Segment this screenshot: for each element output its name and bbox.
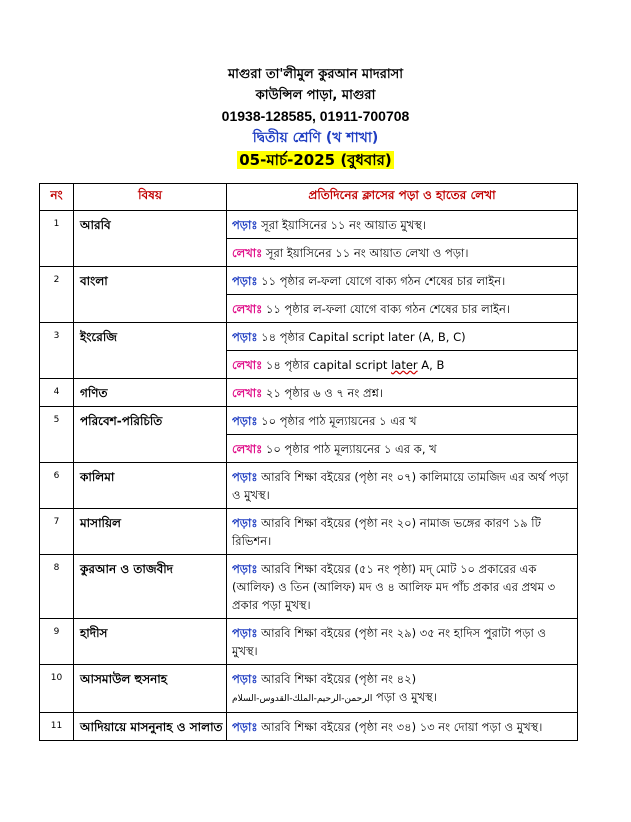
task-text: ১৪ পৃষ্ঠার Capital script later (A, B, C) [261,330,466,344]
table-row [40,211,578,239]
write-label: লেখাঃ [232,246,263,260]
write-task [227,239,578,267]
row-number: 1 [40,211,74,267]
task-text: ১১ পৃষ্ঠার ল-ফলা যোগে বাক্য গঠন শেষের চার লাইন। [261,274,506,288]
task-text: আরবি শিক্ষা বইয়ের (৫১ নং পৃষ্ঠা) মদ্ মোট ১০ প্রকারের এক (আলিফ) ও তিন (আলিফ) মদ ও ৪ আলিফ মদ পাঁচ প্রকার এর প্রথম ৩ প্রকার পড়া মুখস্থ। [232,562,556,612]
date-highlight: 05-মার্চ-2025 (বুধবার) [239,151,392,169]
class-name: দ্বিতীয় শ্রেণি (খ শাখা) [252,130,379,146]
read-label: পড়াঃ [232,274,258,288]
row-number: 6 [40,463,74,509]
task-text: সূরা ইয়াসিনের ১১ নং আয়াত লেখা ও পড়া। [265,246,469,260]
task-text: A, B [417,358,445,372]
table-header-row [40,184,578,211]
table-row [40,619,578,665]
task-text: ১১ পৃষ্ঠার ল-ফলা যোগে বাক্য গঠন শেষের চার লাইন। [265,302,511,316]
read-task [227,211,578,239]
read-label: পড়াঃ [232,414,258,428]
row-number: 4 [40,379,74,407]
spellcheck-word: later [391,358,418,372]
table-row [40,713,578,741]
subject-cell: ইংরেজি [74,323,227,379]
task-text: আরবি শিক্ষা বইয়ের (পৃষ্ঠা নং ০৭) কালিমায়ে তামজিদ এর অর্থ পড়া ও মুখস্থ। [232,470,569,502]
read-label: পড়াঃ [232,562,258,576]
arabic-names: الرحمن-الرحيم-الملك-القدوس-السلام [232,694,373,704]
write-task [227,435,578,463]
write-label: লেখাঃ [232,386,263,400]
col-subject-header: বিষয় [74,184,227,211]
row-number: 7 [40,509,74,555]
row-number: 5 [40,407,74,463]
task-text: ১৪ পৃষ্ঠার capital script [265,358,392,372]
task-text: আরবি শিক্ষা বইয়ের (পৃষ্ঠা নং ২০) নামাজ ভঙ্গের কারণ ১৯ টি রিভিশন। [232,516,541,548]
row-number: 3 [40,323,74,379]
subject-cell: বাংলা [74,267,227,323]
read-label: পড়াঃ [232,516,258,530]
read-task [227,619,578,665]
read-label: পড়াঃ [232,672,258,686]
col-task-header: প্রতিদিনের ক্লাসের পড়া ও হাতের লেখা [227,184,578,211]
table-row [40,463,578,509]
row-number: 9 [40,619,74,665]
read-label: পড়াঃ [232,470,258,484]
institution-name: মাগুরা তা'লীমুল কুরআন মাদরাসা [227,67,404,82]
row-number: 10 [40,665,74,713]
write-label: লেখাঃ [232,302,263,316]
table-row [40,379,578,407]
row-number: 8 [40,555,74,619]
document-header [0,64,631,171]
read-task [227,407,578,435]
read-label: পড়াঃ [232,720,258,734]
table-row [40,665,578,713]
subject-cell: আসমাউল হুসনাহ [74,665,227,713]
table-row [40,323,578,351]
subject-cell: কালিমা [74,463,227,509]
task-text: ২১ পৃষ্ঠার ৬ ও ৭ নং প্রশ্ন। [265,386,383,400]
subject-cell: পরিবেশ-পরিচিতি [74,407,227,463]
write-task [227,379,578,407]
subject-cell: মাসায়িল [74,509,227,555]
table-row [40,555,578,619]
read-task [227,463,578,509]
table-row [40,267,578,295]
write-task [227,295,578,323]
task-text: আরবি শিক্ষা বইয়ের (পৃষ্ঠা নং ৪২) [261,672,417,686]
subject-cell: কুরআন ও তাজবীদ [74,555,227,619]
row-number: 11 [40,713,74,741]
read-task [227,267,578,295]
write-label: লেখাঃ [232,358,263,372]
subject-cell: আদিয়ায়ে মাসনুনাহ ও সালাত [74,713,227,741]
read-task [227,713,578,741]
subject-cell: হাদীস [74,619,227,665]
task-text: সূরা ইয়াসিনের ১১ নং আয়াত মুখস্থ। [261,218,427,232]
read-task [227,509,578,555]
task-text: ১০ পৃষ্ঠার পাঠ মূল্যায়নের ১ এর ক, খ [265,442,437,456]
task-text: পড়া ও মুখস্থ। [376,690,437,704]
task-text: আরবি শিক্ষা বইয়ের (পৃষ্ঠা নং ৩৪) ১৩ নং দোয়া পড়া ও মুখস্থ। [261,720,543,734]
row-number: 2 [40,267,74,323]
subject-cell: আরবি [74,211,227,267]
task-text: আরবি শিক্ষা বইয়ের (পৃষ্ঠা নং ২৯) ৩৫ নং হাদিস পুরাটা পড়া ও মুখস্থ। [232,626,546,658]
read-label: পড়াঃ [232,330,258,344]
read-task [227,323,578,351]
write-task [227,351,578,379]
task-text: ১০ পৃষ্ঠার পাঠ মূল্যায়নের ১ এর খ [261,414,417,428]
read-label: পড়াঃ [232,626,258,640]
subject-cell: গণিত [74,379,227,407]
table-row [40,509,578,555]
write-label: লেখাঃ [232,442,263,456]
read-task [227,665,578,713]
read-label: পড়াঃ [232,218,258,232]
homework-table [39,183,578,741]
col-number-header: নং [40,184,74,211]
phone-numbers: 01938-128585, 01911-700708 [221,108,410,124]
table-row [40,407,578,435]
address: কাউন্সিল পাড়া, মাগুরা [255,88,376,103]
read-task [227,555,578,619]
